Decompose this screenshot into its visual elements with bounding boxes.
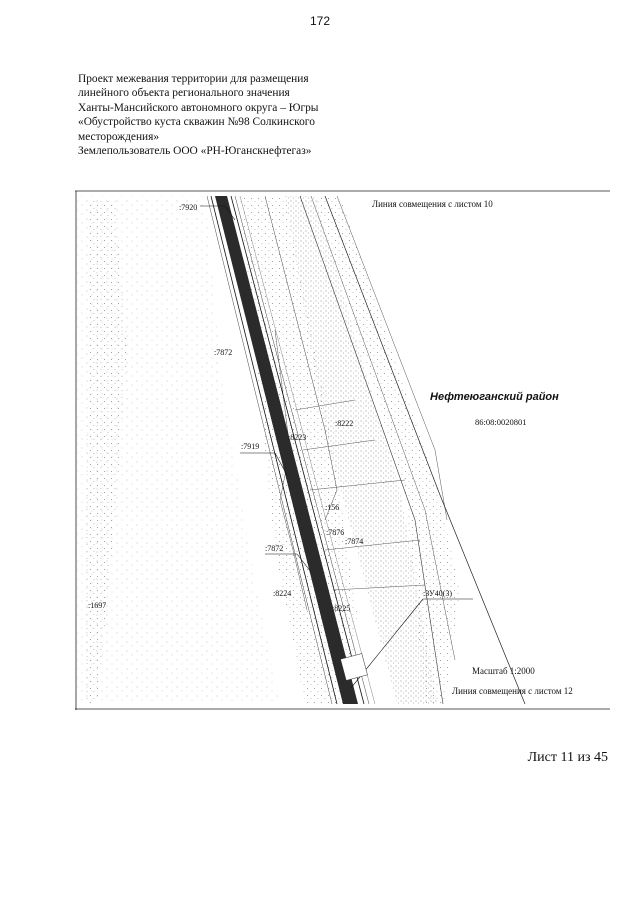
parcel-label-zu40: :ЗУ40(3) — [423, 589, 453, 598]
match-line-top-label: Линия совмещения с листом 10 — [372, 199, 493, 209]
title-line-4: «Обустройство куста скважин №98 Солкинского — [78, 116, 315, 129]
parcel-label: :8224 — [273, 589, 292, 598]
sheet-number: Лист 11 из 45 — [527, 750, 608, 765]
title-line-5: месторождения» — [78, 130, 160, 143]
parcel-label: :7872 — [214, 348, 233, 357]
map-sheet — [75, 190, 610, 710]
cadastral-quarter: 86:08:0020801 — [475, 417, 527, 427]
parcel-label: :7920 — [179, 203, 198, 212]
title-line-2: линейного объекта регионального значения — [78, 87, 290, 100]
title-line-1: Проект межевания территории для размещения — [78, 73, 309, 85]
match-line-bottom-label: Линия совмещения с листом 12 — [452, 686, 573, 696]
parcel-label: :7876 — [326, 528, 345, 537]
map-drawing — [75, 190, 610, 710]
parcel-label: :1697 — [88, 601, 107, 610]
parcel-label: :8222 — [335, 419, 354, 428]
map-scale: Масштаб 1:2000 — [472, 666, 535, 676]
parcel-label: :156 — [325, 503, 340, 512]
parcel-label: :7919 — [241, 442, 260, 451]
title-line-6: Землепользователь ООО «РН-Юганскнефтегаз» — [78, 145, 312, 158]
title-line-3: Ханты-Мансийского автономного округа – Югры — [78, 101, 319, 114]
document-title — [78, 72, 378, 158]
parcel-label: :7874 — [345, 537, 364, 546]
page-number: 172 — [309, 14, 331, 28]
parcel-label: :7872 — [265, 544, 284, 553]
parcel-label: :8223 — [288, 433, 307, 442]
district-name: Нефтеюганский район — [430, 391, 559, 403]
parcel-label: :8225 — [332, 604, 351, 613]
